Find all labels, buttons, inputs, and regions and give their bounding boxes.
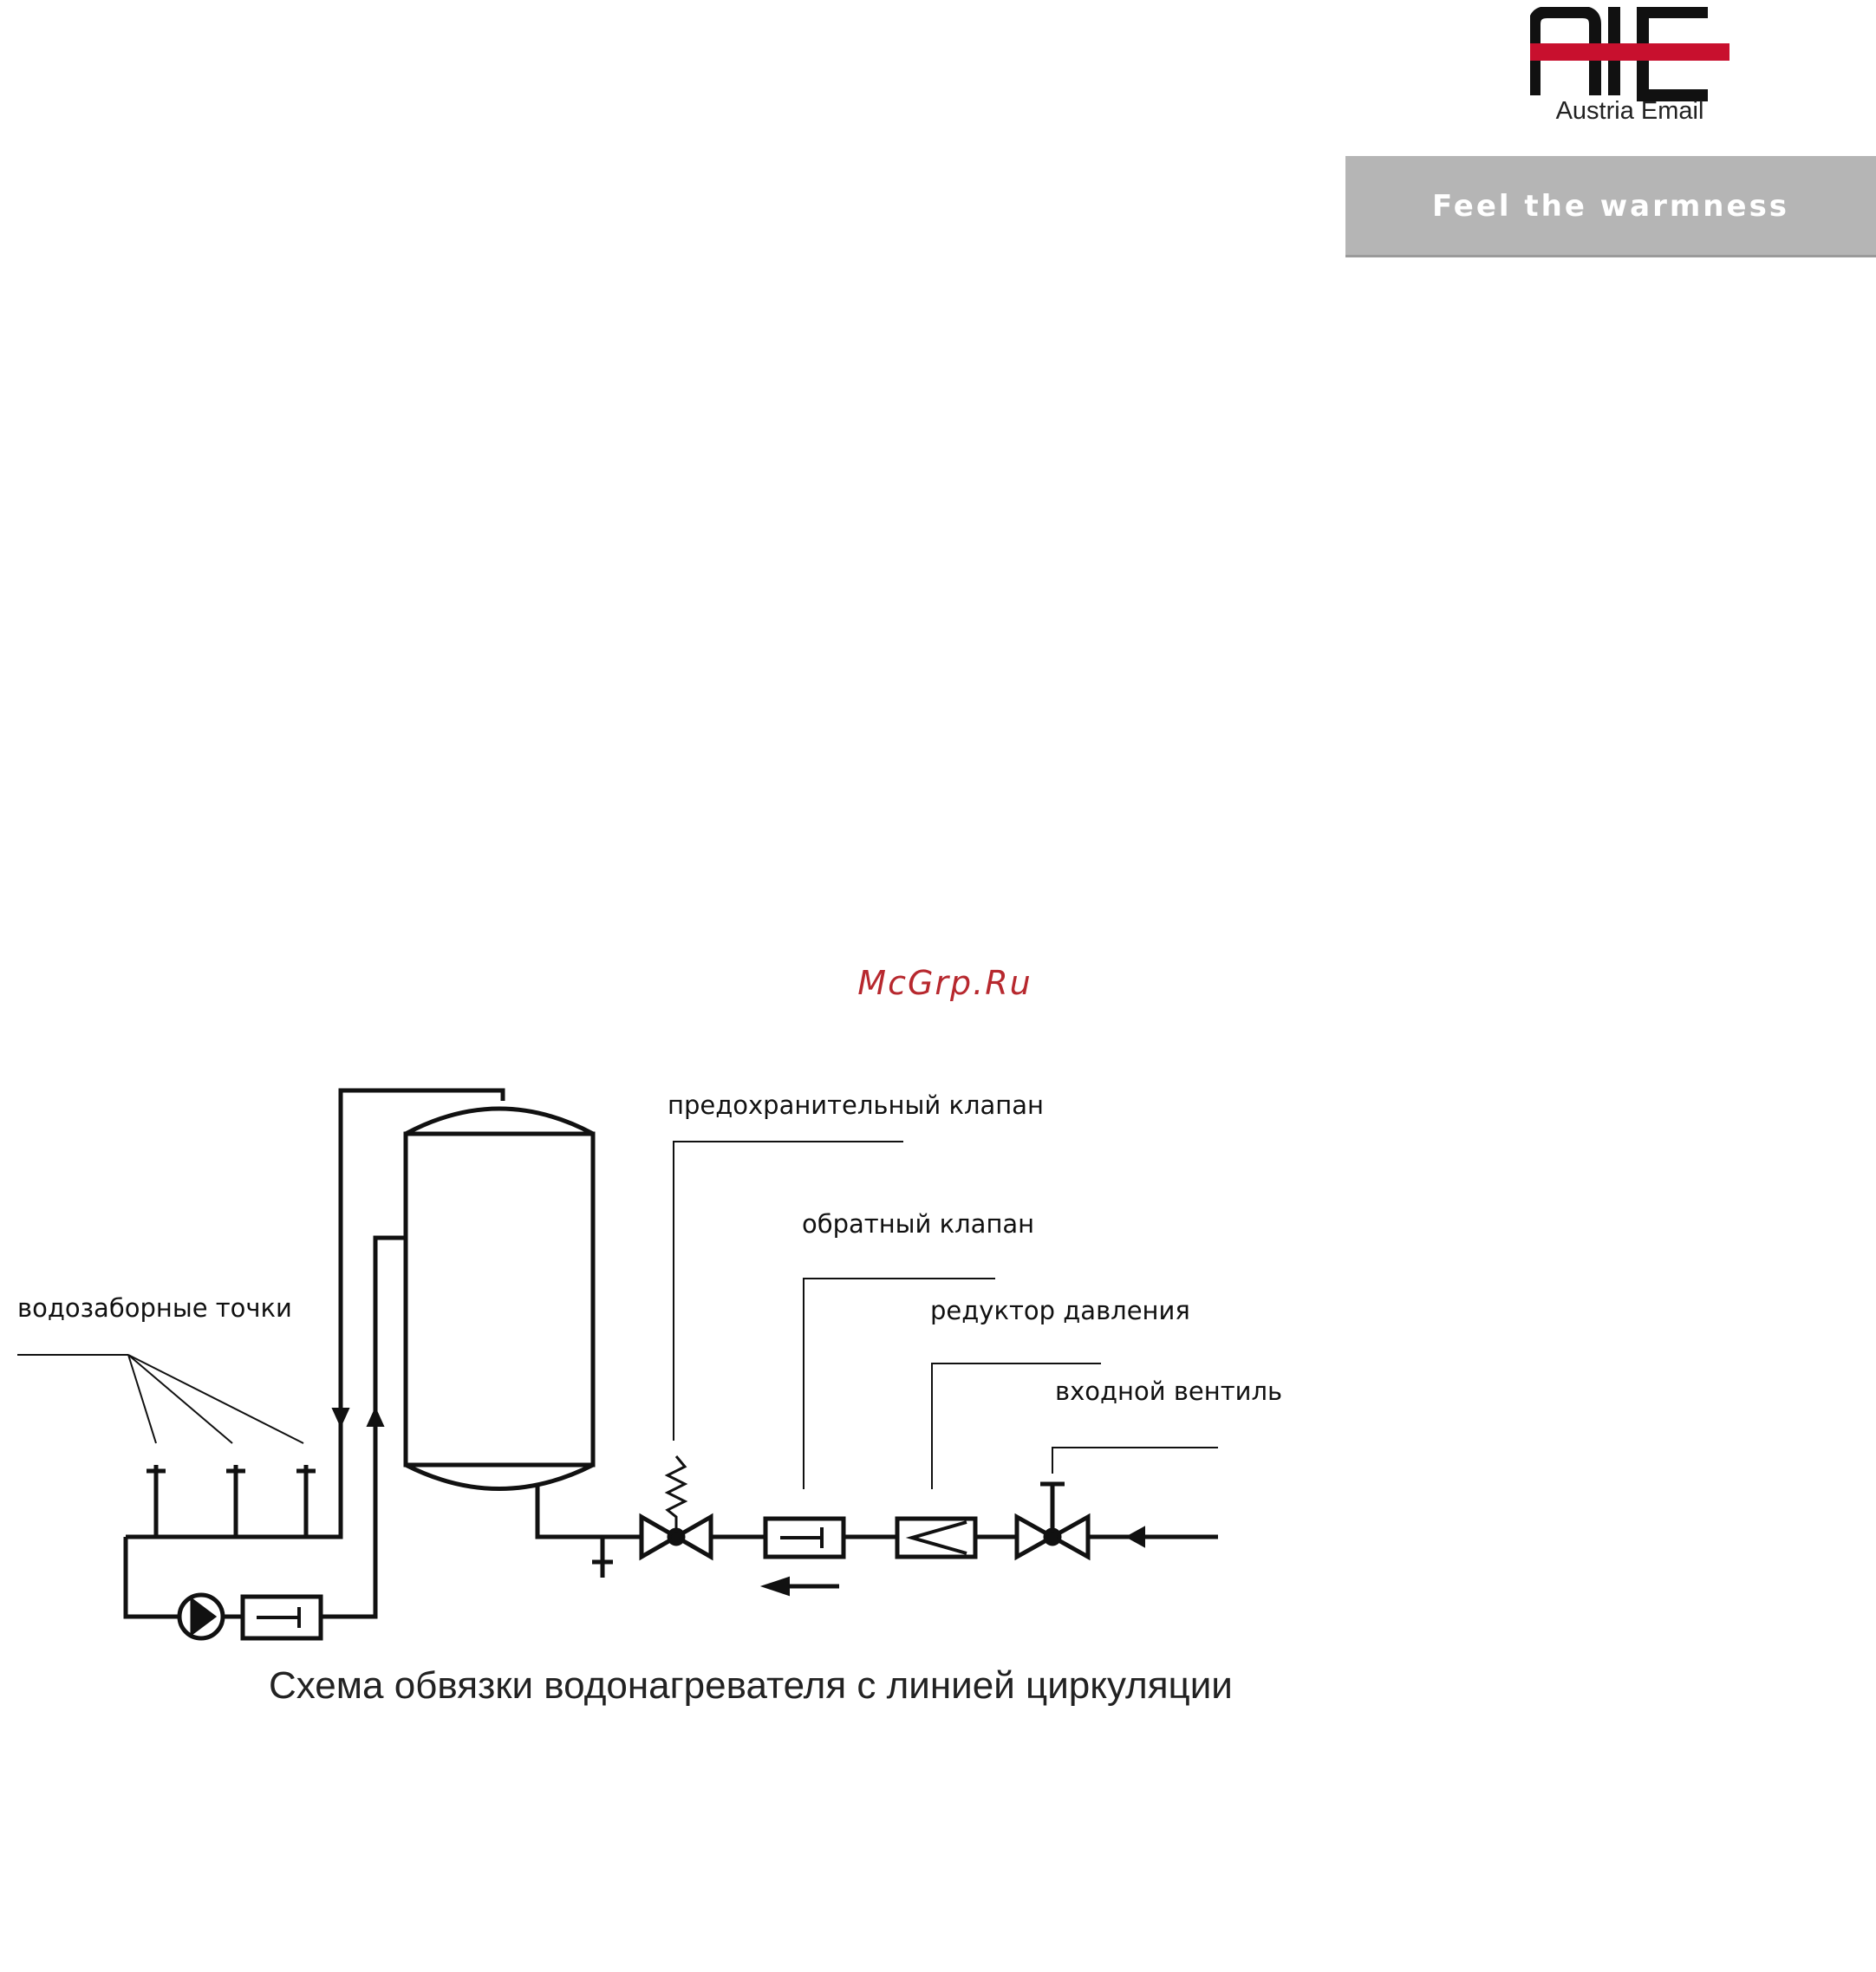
flow-arrow-up bbox=[368, 1409, 383, 1426]
circulation-return-pipe bbox=[321, 1238, 406, 1617]
check-valve bbox=[765, 1519, 844, 1557]
draw-off-points bbox=[147, 1465, 316, 1537]
flow-direction-arrow bbox=[763, 1578, 839, 1595]
pressure-reducer bbox=[897, 1519, 975, 1557]
safety-valve-leader bbox=[674, 1142, 903, 1441]
label-pressure-reducer: редуктор давления bbox=[930, 1296, 1190, 1325]
diagram-caption: Схема обвязки водонагревателя с линией циркуляции bbox=[269, 1664, 1233, 1707]
label-check-valve: обратный клапан bbox=[802, 1209, 1035, 1239]
safety-valve bbox=[642, 1456, 711, 1557]
flow-arrow-down bbox=[333, 1409, 348, 1426]
label-water-points: водозаборные точки bbox=[17, 1293, 292, 1323]
inlet-flow-arrow bbox=[1127, 1527, 1144, 1546]
label-inlet-valve: входной вентиль bbox=[1055, 1376, 1283, 1406]
water-heater-tank bbox=[406, 1109, 593, 1489]
watermark[interactable]: McGrp.Ru bbox=[857, 964, 1032, 1002]
slogan-text: Feel the warmness bbox=[1431, 189, 1790, 224]
water-points-leaders bbox=[17, 1355, 303, 1443]
label-safety-valve: предохранительный клапан bbox=[668, 1090, 1044, 1120]
inlet-valve-leader bbox=[1052, 1448, 1218, 1474]
logo-text: Austria Email bbox=[1555, 97, 1704, 125]
circulation-check-valve bbox=[243, 1597, 321, 1638]
slogan-banner bbox=[1345, 156, 1876, 257]
cold-inlet-pipe bbox=[537, 1484, 642, 1537]
circulation-pump bbox=[179, 1595, 223, 1638]
drain-valve bbox=[592, 1537, 613, 1578]
inlet-valve bbox=[1017, 1484, 1088, 1557]
circulation-loop-pipe bbox=[126, 1537, 178, 1617]
